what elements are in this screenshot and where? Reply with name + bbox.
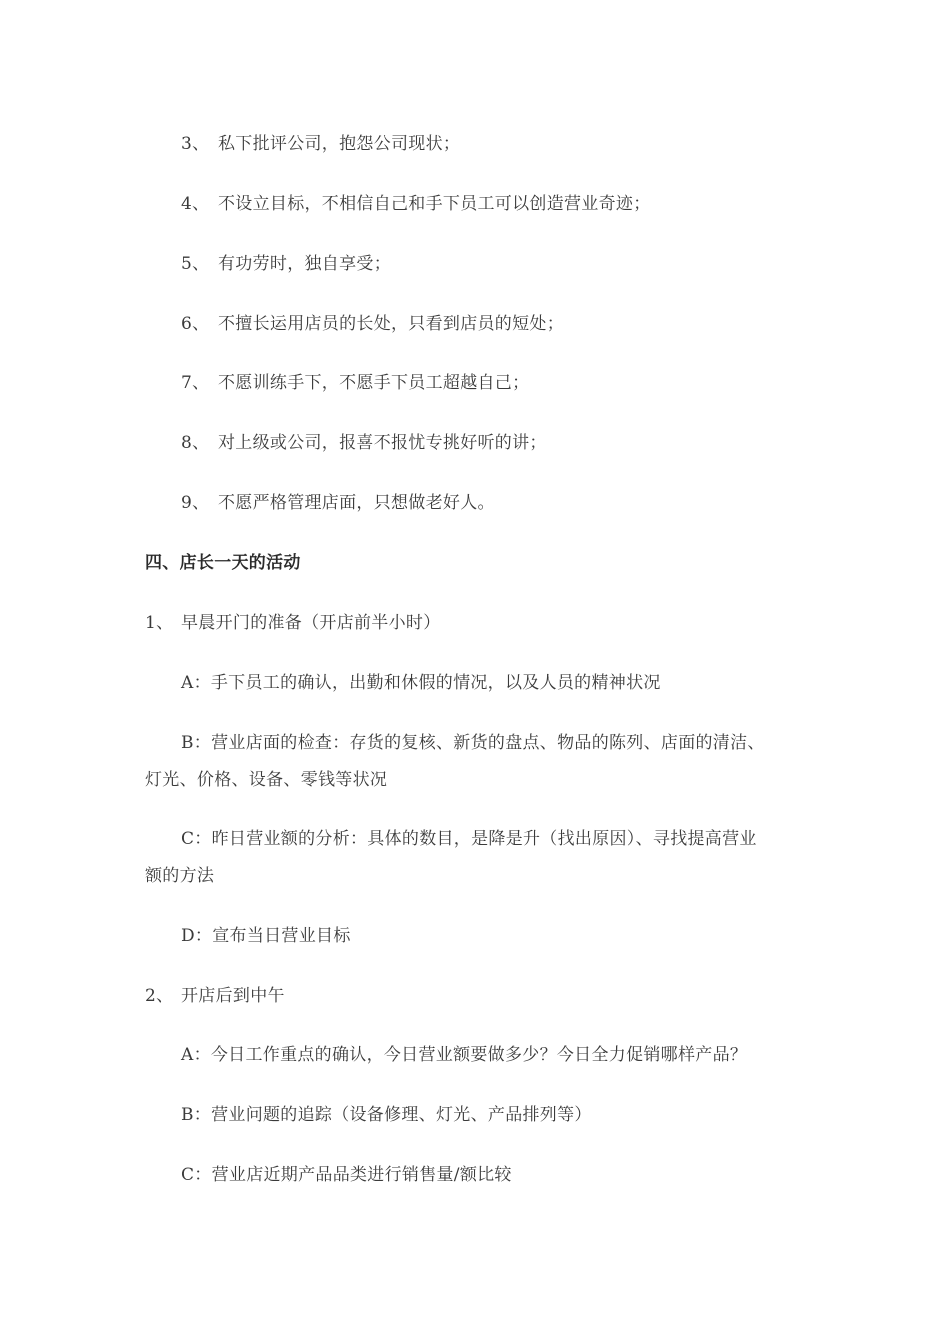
list-item (181, 132, 460, 156)
list-item-number: 3、 (181, 134, 210, 154)
list-item-number: 5、 (181, 254, 210, 274)
list-item-text: 不愿严格管理店面，只想做老好人。 (218, 493, 495, 513)
list-item-number: 6、 (181, 314, 210, 334)
paragraph: C：昨日营业额的分析：具体的数目，是降是升（找出原因）、寻找提高营业 (181, 829, 757, 849)
step-title (145, 611, 441, 635)
list-item (181, 312, 564, 336)
list-item-text: 对上级或公司，报喜不报忧专挑好听的讲； (218, 433, 547, 453)
list-item (181, 192, 651, 216)
paragraph-continuation: 额的方法 (145, 866, 215, 886)
list-item-number: 7、 (181, 373, 210, 393)
section-heading: 四、店长一天的活动 (145, 553, 301, 573)
paragraph: B：营业问题的追踪（设备修理、灯光、产品排列等） (181, 1105, 592, 1125)
list-item-number: 9、 (181, 493, 210, 513)
list-item (181, 371, 529, 395)
step-number: 2、 (145, 986, 174, 1006)
list-item-number: 8、 (181, 433, 210, 453)
list-item-text: 不设立目标，不相信自己和手下员工可以创造营业奇迹； (218, 194, 651, 214)
step-title-text: 早晨开门的准备（开店前半小时） (181, 613, 441, 633)
step-title (145, 984, 285, 1008)
list-item-number: 4、 (181, 194, 210, 214)
list-item-text: 不擅长运用店员的长处，只看到店员的短处； (218, 314, 564, 334)
list-item-text: 有功劳时，独自享受； (218, 254, 391, 274)
paragraph: D：宣布当日营业目标 (181, 926, 351, 946)
list-item (181, 491, 495, 515)
list-item-text: 私下批评公司，抱怨公司现状； (218, 134, 461, 154)
paragraph: A：手下员工的确认，出勤和休假的情况，以及人员的精神状况 (181, 673, 661, 693)
step-title-text: 开店后到中午 (181, 986, 285, 1006)
list-item (181, 431, 547, 455)
step-number: 1、 (145, 613, 174, 633)
list-item-text: 不愿训练手下，不愿手下员工超越自己； (218, 373, 530, 393)
paragraph-continuation: 灯光、价格、设备、零钱等状况 (145, 770, 388, 790)
paragraph: C：营业店近期产品品类进行销售量/额比较 (181, 1165, 512, 1185)
list-item (181, 252, 391, 276)
paragraph: A：今日工作重点的确认，今日营业额要做多少？今日全力促销哪样产品？ (181, 1045, 748, 1065)
paragraph: B：营业店面的检查：存货的复核、新货的盘点、物品的陈列、店面的清洁、 (181, 733, 765, 753)
